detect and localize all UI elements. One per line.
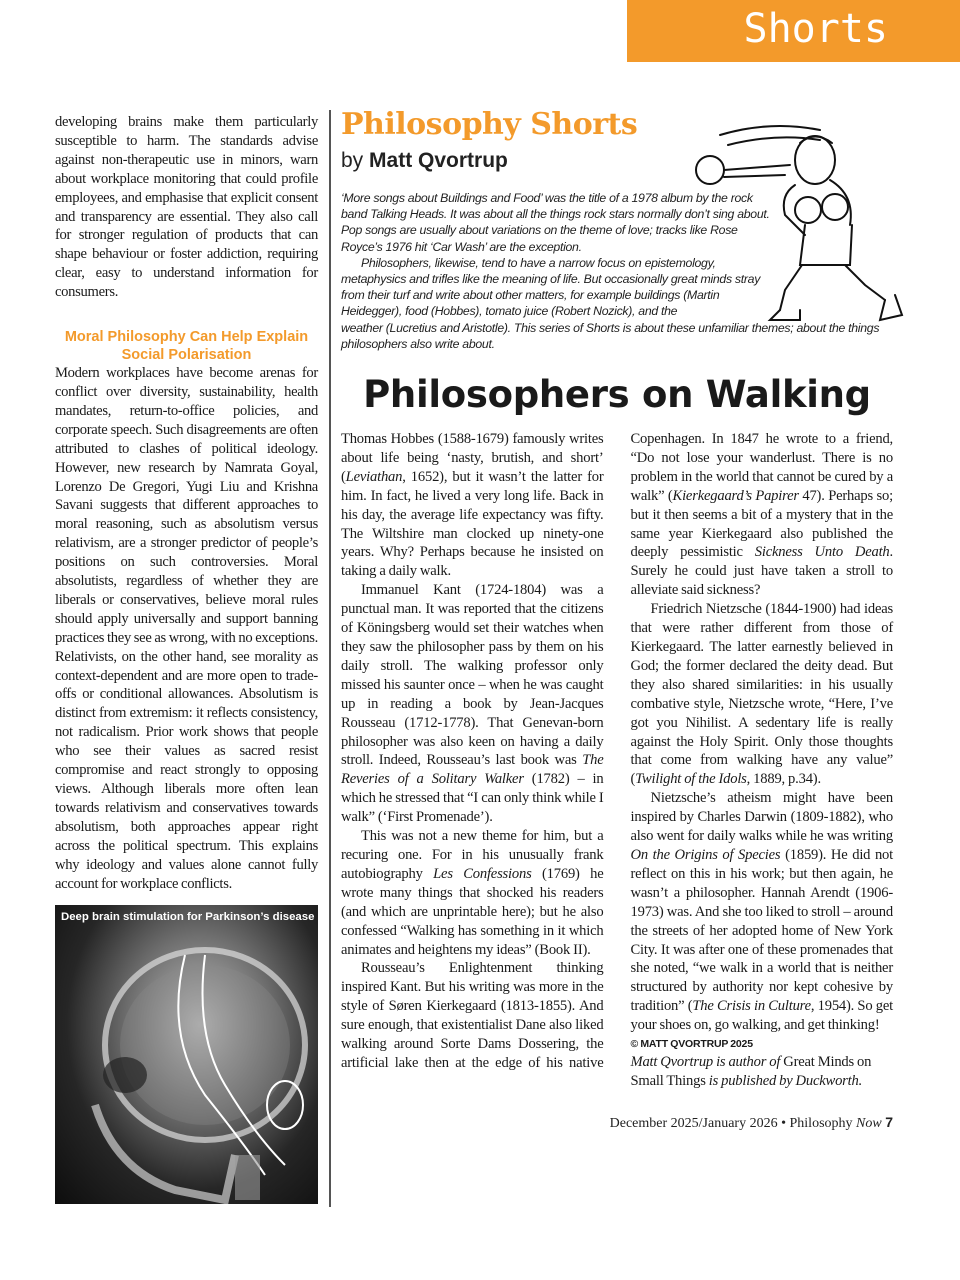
book-title: Sickness Unto Death — [754, 544, 890, 561]
byline-by: by — [341, 149, 364, 172]
book-title: Great Minds on Small Things — [630, 1054, 872, 1089]
skull-xray-illustration — [55, 905, 318, 1204]
text: Rousseau’s Enlightenment thinking inspired Kant. But his writing was more in the style of Søren Kierkegaard (1813-1855). And sure enough, that existentialist Dane also liked walking around Sorte Dams Dossering, the artificial lake then at the edge of his native Copenhagen. In 1847 he wrote to a friend, “Do not lose your wanderlust. There is no problem in the world that cannot be cured by a walk” ( — [341, 431, 893, 1071]
text: (1859). He did not reflect on this in his work; but then again, he wasn’t a philosopher. Hannah Arendt (1906-1973) was. And she too liked to stroll – around the streets of her adopted home of New York City. It was after one of these promenades that she noted, “we walk in a world that is neither structured by authority nor kept cohesive by tradition” ( — [630, 846, 893, 1015]
xray-image — [55, 905, 318, 1204]
text: , 1889, p.34). — [746, 771, 821, 788]
article-paragraph — [341, 430, 604, 581]
series-intro — [341, 190, 893, 352]
text: Immanuel Kant (1724-1804) was a punctual man. It was reported that the citizens of Köningsberg would set their watches when they saw the philosopher pass by them on his daily stroll. The walking professor only missed his saunter once – when he was caught up in reading a book by Jean-Jacques Rousseau (1712-1778). That Genevan-born philosopher was also keen on having a daily stroll. Indeed, Rousseau’s last book was — [341, 582, 604, 769]
text: 47). Perhaps so; but it then seems a bit of a mystery that in the same year Kierkegaard also published the deeply pessimistic — [630, 487, 893, 561]
left-paragraph: Modern workplaces have become arenas for conflict over diversity, sustainability, health mandates, return-to-office policies, and corporate speech. Such disagreements are often attributed to clashes of political ideology. However, new research by Namrata Goyal, Lorenzo De Gregori, Yugi Liu and Krishna Savani suggests that different approaches to moral reasoning, such as absolutism versus relativism, are a stronger predictor of people’s positions on such controversies. Moral absolutists, regardless of whether they are liberals or conservatives, believe moral rules should apply universally and support banning practices they see as wrong, with no exceptions. Relativists, on the other hand, see morality as context-dependent and are more open to trade-offs or conditional allowances. Absolutism is distinct from extremism: it reflects consistency, not radicalism. Prior work shows that people who see their values as sacred resist compromise and react strongly to opposing views. Although liberals more often lean towards relativism and conservatives towards absolutism, both approaches appear right across the political spectrum. This explains why ideology and values alone cannot fully account for workplace conflicts. — [55, 365, 318, 892]
text: Matt Qvortrup is author of — [630, 1054, 781, 1071]
text: , 1954). So get your shoes on, go walking, and get thinking! — [630, 998, 893, 1034]
issue-date: December 2025/January 2026 — [609, 1115, 778, 1131]
left-paragraph: developing brains make them particularly susceptible to harm. The standards advise against non-therapeutic use in minors, warn about workplace monitoring that could profile employees, and emphasise that explicit consent and transparency are essential. They also call for stronger regulation of products that can shape behaviour or foster addiction, requiring clear, easy to understand information for consumers. — [55, 114, 318, 301]
intro-text: weather (Lucretius and Aristotle). This series of Shorts is about these unfamiliar themes; about the things philosophers also write about. — [341, 320, 880, 351]
copyright: © MATT QVORTRUP 2025 — [630, 1038, 753, 1051]
image-caption: Deep brain stimulation for Parkinson’s disease — [61, 911, 315, 924]
text: (1782) – in which he stressed that “I can only think while I walk” (‘First Promenade’). — [341, 771, 604, 826]
text: Nietzsche’s atheism might have been inspired by Charles Darwin (1809-1882), who also went for daily walks while he was writing — [630, 790, 893, 845]
page-number: 7 — [885, 1113, 893, 1130]
intro-text: Philosophers, likewise, tend to have a narrow focus on epistemology, metaphysics and trifles like the meaning of life. But occasionally great minds stray from their turf and write about other matters, for example buildings (Martin Heidegger), food (Hobbes), tomato juice (Robert Nozick), and the — [341, 255, 761, 319]
bullet: • — [781, 1115, 786, 1131]
text: This was not a new theme for him, but a recuring one. For in his unusually frank autobiography — [341, 828, 604, 882]
article-paragraph — [341, 581, 604, 827]
section-label: Shorts — [743, 6, 888, 52]
right-area — [341, 106, 893, 1133]
author-bio — [631, 1053, 894, 1091]
article-title: Philosophers on Walking — [363, 373, 871, 417]
news-heading: Moral Philosophy Can Help Explain Social Polarisation — [64, 329, 309, 364]
book-title: Les Confessions — [433, 865, 532, 882]
page-footer — [341, 1113, 893, 1133]
magazine-name-italic: Now — [856, 1115, 882, 1131]
text: (1769) he wrote many things that shocked his readers (and which are unprintable here); but he also confessed “Walking has something in it which animates and heightens my ideas” (Book II). — [341, 865, 604, 958]
left-column — [55, 113, 318, 1204]
article-paragraph — [341, 827, 604, 959]
magazine-name: Philosophy — [789, 1115, 853, 1131]
book-title: Twilight of the Idols — [635, 771, 747, 788]
article-body — [341, 430, 893, 1091]
book-title: The Reveries of a Solitary Walker — [341, 752, 604, 788]
intro-paragraph: ‘More songs about Buildings and Food’ was the title of a 1978 album by the rock band Talking Heads. It was about all the things rock stars normally don’t sing about. Pop songs are usually about variations on the theme of love; tracks like Rose Royce’s 1976 hit ‘Car Wash’ are the exception. — [341, 191, 770, 254]
text: is published by Duckworth. — [708, 1072, 863, 1089]
text: . Surely he could just have taken a stroll to alleviate said sickness? — [630, 544, 893, 599]
section-banner — [627, 0, 960, 62]
article-paragraph — [631, 789, 894, 1035]
book-title: Kierkegaard’s Papirer — [672, 487, 799, 504]
intro-paragraph — [341, 255, 893, 352]
text: , 1652), but it wasn’t the latter for him. In fact, he lived a very long life. Back in his day, the average life expectancy was fifty. The Wiltshire man clocked up ninety-one years. Why? Perhaps because he insisted on taking a daily walk. — [341, 468, 604, 580]
article-paragraph — [631, 600, 894, 789]
author-name: Matt Qvortrup — [369, 149, 508, 172]
byline — [341, 148, 893, 174]
column-divider — [329, 110, 331, 1207]
text: Friedrich Nietzsche (1844-1900) had ideas that were rather different from those of Kierkegaard. The latter earnestly believed in God; the former declared the deity dead. But they also shared similarities: in his usually combative style, Nietzsche wrote, “Here, I’ve got you Nihilist. A sedentary life is really against the Holy Spirit. Only those thoughts that come from walking have any value” ( — [630, 601, 893, 788]
book-title: On the Origins of Species — [630, 846, 781, 863]
shorts-title: Philosophy Shorts — [341, 107, 638, 142]
book-title: The Crisis in Culture — [692, 998, 811, 1015]
book-title: Leviathan — [345, 468, 403, 485]
text: Thomas Hobbes (1588-1679) famously writes about life being ‘nasty, brutish, and short’ ( — [341, 431, 604, 485]
